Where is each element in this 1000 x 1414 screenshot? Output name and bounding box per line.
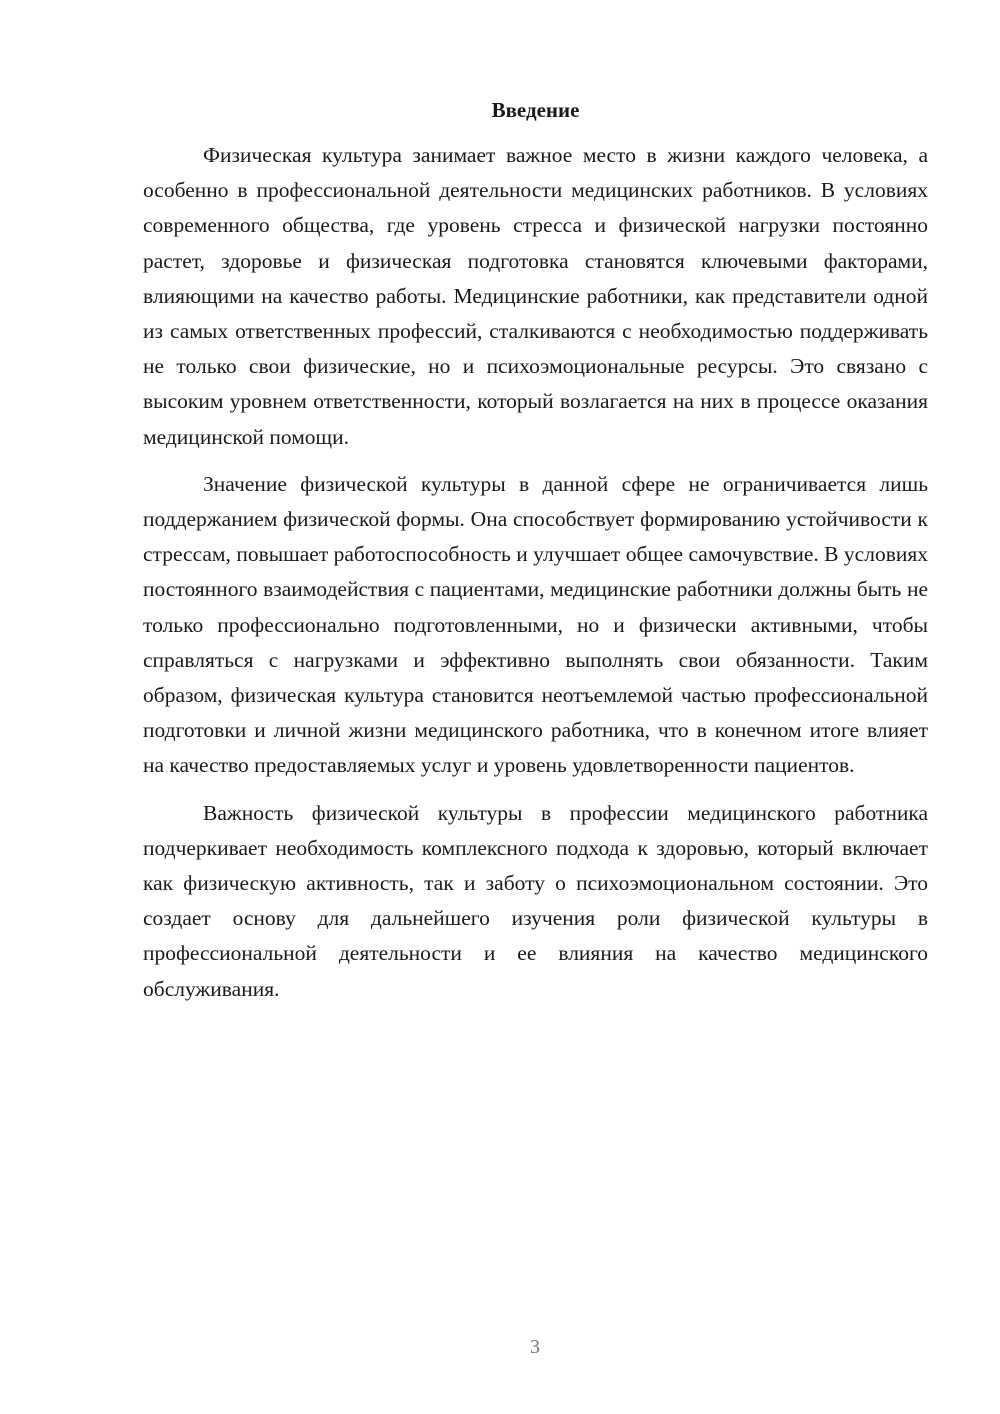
page-number: 3 <box>530 1336 540 1358</box>
page-content <box>143 96 928 1019</box>
paragraph-1: Физическая культура занимает важное место в жизни каждого человека, а особенно в профессиональной деятельности медицинских работников. В условиях современного общества, где уровень стресса и физической нагрузки постоянно растет, здоровье и физическая подготовка становятся ключевыми факторами, влияющими на качество работы. Медицинские работники, как представители одной из самых ответственных профессий, сталкиваются с необходимостью поддерживать не только свои физические, но и психоэмоциональные ресурсы. Это связано с высоким уровнем ответственности, который возлагается на них в процессе оказания медицинской помощи. <box>143 143 928 449</box>
section-heading: Введение <box>491 98 580 122</box>
paragraph-2: Значение физической культуры в данной сфере не ограничивается лишь поддержанием физической формы. Она способствует формированию устойчивости к стрессам, повышает работоспособность и улучшает общее самочувствие. В условиях постоянного взаимодействия с пациентами, медицинские работники должны быть не только профессионально подготовленными, но и физически активными, чтобы справляться с нагрузками и эффективно выполнять свои обязанности. Таким образом, физическая культура становится неотъемлемой частью профессиональной подготовки и личной жизни медицинского работника, что в конечном итоге влияет на качество предоставляемых услуг и уровень удовлетворенности пациентов. <box>143 471 928 778</box>
paragraph-3: Важность физической культуры в профессии медицинского работника подчеркивает необходимость комплексного подхода к здоровью, который включает как физическую активность, так и заботу о психоэмоциональном состоянии. Это создает основу для дальнейшего изучения роли физической культуры в профессиональной деятельности и ее влияния на качество медицинского обслуживания. <box>143 800 928 1001</box>
